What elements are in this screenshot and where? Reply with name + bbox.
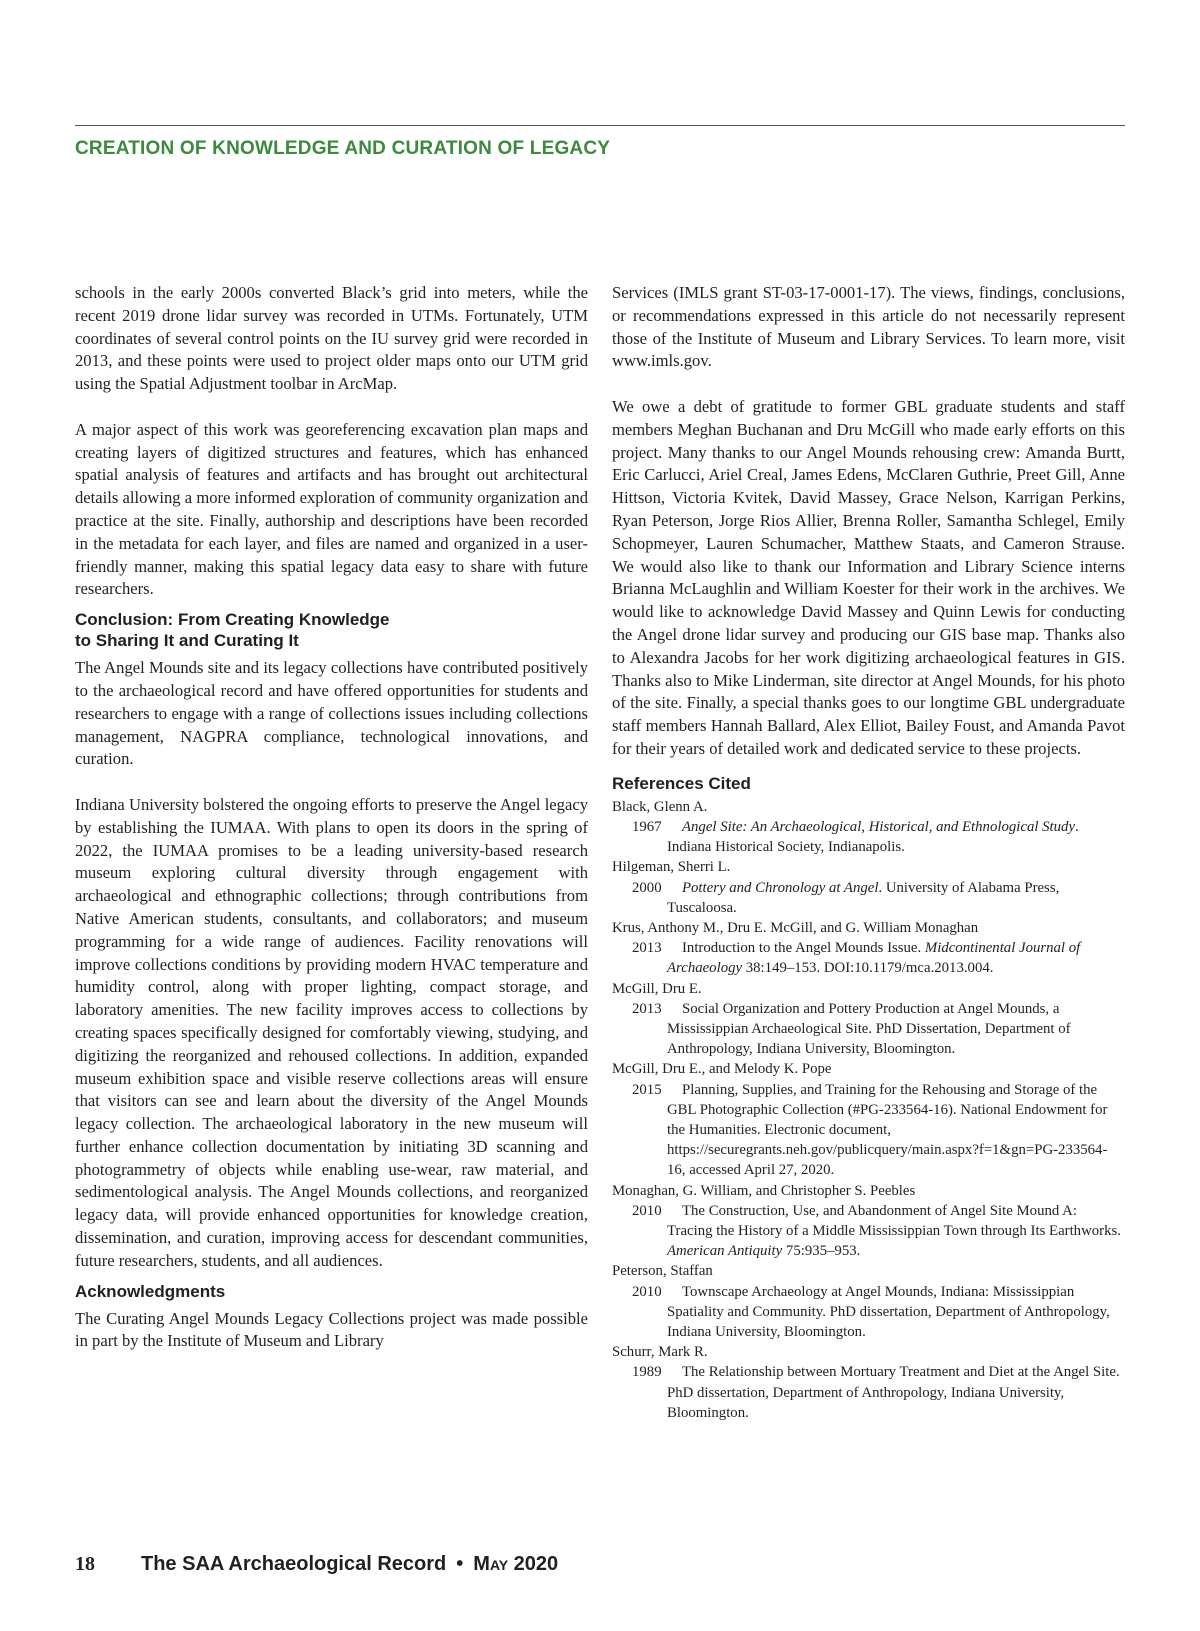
references-heading: References Cited [612,773,751,793]
paragraph: schools in the early 2000s converted Black’s grid into meters, while the recent 2019 drone lidar survey was recorded in UTMs. Fortunately, UTM coordinates of several control points on the IU survey grid were recorded in 2013, and these points were used to project older maps onto our UTM grid using the Spatial Adjustment toolbar in ArcMap. [75,283,588,394]
reference-title: Pottery and Chronology at Angel [682,879,879,896]
reference-entry [632,1282,1125,1343]
reference-entry [632,878,1125,918]
reference-publisher: . Indiana Historical Society, Indianapolis. [667,818,1079,856]
reference-title: Midcontinental Journal of Archaeology [667,940,1081,977]
reference-year: 2010 [632,1283,662,1300]
reference-text: Social Organization and Pottery Production at Angel Mounds, a Mississippian Archaeological Site. PhD Dissertation, Department of Anthropology, Indiana University, Bloomington. [667,1000,1071,1058]
header-rule [75,125,1125,126]
reference-year: 2000 [632,879,662,896]
reference-author: Black, Glenn A. [612,798,708,815]
issue-date: May 2020 [473,1553,559,1575]
reference-entry [632,1362,1125,1423]
reference-author: Peterson, Staffan [612,1263,713,1280]
reference-entry [632,1201,1125,1262]
paragraph: A major aspect of this work was georeferencing excavation plan maps and creating layers of digitized structures and features, which has enhanced spatial analysis of features and artifacts and has brought out architectural details allowing a more informed exploration of community organization and practice at the site. Finally, authorship and descriptions have been recorded in the metadata for each layer, and files are named and organized in a user-friendly manner, making this spatial legacy data easy to share with future researchers. [75,419,588,599]
conclusion-heading-line: Conclusion: From Creating Knowledge [75,610,390,630]
page-number: 18 [75,1553,95,1575]
right-column [612,282,1125,1423]
conclusion-heading-line: to Sharing It and Curating It [75,631,299,651]
reference-year: 2013 [632,1000,662,1017]
reference-publisher: . University of Alabama Press, Tuscaloosa. [667,879,1060,916]
paragraph: We owe a debt of gratitude to former GBL graduate students and staff members Meghan Buchanan and Dru McGill who made early efforts on this project. Many thanks to our Angel Mounds rehousing crew: Amanda Burtt, Eric Carlucci, Ariel Creal, James Edens, McClaren Guthrie, Preet Gill, Anne Hittson, Victoria Kvitek, David Massey, Grace Nelson, Karrigan Perkins, Ryan Peterson, Jorge Rios Allier, Brenna Roller, Samantha Schlegel, Emily Schopmeyer, Lauren Schumacher, Matthew Staats, and Cameron Strause. We would also like to thank our Information and Library Science interns Brianna McLaughlin and William Koester for their work in the archives. We would like to acknowledge David Massey and Quinn Lewis for conducting the Angel drone lidar survey and producing our GIS base map. Thanks also to Alexandra Jacobs for her work digitizing archaeological features in GIS. Thanks also to Mike Linderman, site director at Angel Mounds, for his photo of the site. Finally, a special thanks goes to our longtime GBL undergraduate staff members Hannah Ballard, Alex Elliot, Bailey Foust, and Amanda Pavot for their years of detailed work and dedicated service to these projects. [612,396,1125,758]
reference-author: Krus, Anthony M., Dru E. McGill, and G. William Monaghan [612,919,979,936]
reference-year: 1989 [632,1364,662,1381]
reference-text: The Construction, Use, and Abandonment of Angel Site Mound A: Tracing the History of a Middle Mississippian Town through Its Earthworks. [667,1202,1121,1239]
reference-publisher: 75:935–953. [782,1243,861,1260]
footer-bullet: • [456,1553,464,1575]
paragraph: Services (IMLS grant ST-03-17-0001-17). The views, findings, conclusions, or recommendations expressed in this article do not necessarily represent those of the Institute of Museum and Library Services. To learn more, visit www.imls.gov. [612,283,1125,371]
reference-publisher: 38:149–153. DOI:10.1179/mca.2013.004. [742,960,994,977]
reference-title: Angel Site: An Archaeological, Historical, and Ethnological Study [682,818,1076,835]
reference-year: 2010 [632,1202,662,1219]
reference-text: Townscape Archaeology at Angel Mounds, Indiana: Mississippian Spatiality and Community. PhD dissertation, Department of Anthropology, Indiana University, Bloomington. [667,1283,1110,1341]
reference-text: The Relationship between Mortuary Treatment and Diet at the Angel Site. PhD dissertation, Department of Anthropology, Indiana University, Bloomington. [667,1364,1120,1421]
reference-entry [632,938,1125,978]
reference-author: McGill, Dru E., and Melody K. Pope [612,1061,832,1078]
reference-year: 2013 [632,940,662,957]
reference-author: Hilgeman, Sherri L. [612,859,731,876]
paragraph: The Angel Mounds site and its legacy collections have contributed positively to the archaeological record and have offered opportunities for students and researchers to engage with a range of collections issues including collections management, NAGPRA compliance, technological innovations, and curation. [75,658,588,769]
reference-entry [632,999,1125,1060]
left-column [75,282,588,1353]
reference-author: McGill, Dru E. [612,980,702,997]
reference-year: 2015 [632,1081,662,1098]
references-section [612,773,1125,1423]
publication-title: The SAA Archaeological Record [141,1553,447,1575]
reference-year: 1967 [632,818,662,835]
section-title: CREATION OF KNOWLEDGE AND CURATION OF LEGACY [75,138,611,159]
reference-author: Schurr, Mark R. [612,1344,708,1361]
reference-title: American Antiquity [667,1243,783,1260]
reference-author: Monaghan, G. William, and Christopher S. Peebles [612,1182,916,1199]
page-footer [75,1553,558,1576]
paragraph: The Curating Angel Mounds Legacy Collections project was made possible in part by the Institute of Museum and Library [75,1308,588,1351]
acknowledgments-heading: Acknowledgments [75,1281,226,1301]
reference-text: Planning, Supplies, and Training for the Rehousing and Storage of the GBL Photographic Collection (#PG-233564-16). National Endowment for the Humanities. Electronic document, https://securegrants.neh.gov/publicquery/main.aspx?f=1&gn=PG-233564-16, accessed April 27, 2020. [667,1081,1108,1179]
reference-entry [632,817,1125,857]
reference-list [612,797,1125,1423]
paragraph: Indiana University bolstered the ongoing efforts to preserve the Angel legacy by establishing the IUMAA. With plans to open its doors in the spring of 2022, the IUMAA promises to be a leading university-based research museum exploring cultural diversity through engagement with archaeological and ethnographic collections; through contributions from Native American students, consultants, and collaborators; and museum programming for a wide range of audiences. Facility renovations will improve collections conditions by providing modern HVAC temperature and humidity control, along with proper lighting, compact storage, and laboratory amenities. The new facility improves access to collections by creating spaces specifically designed for comfortably viewing, studying, and digitizing the reorganized and rehoused collections. In addition, expanded museum exhibition space and visible reserve collections areas will ensure that visitors can see and learn about the diversity of the Angel Mounds legacy collection. The archaeological laboratory in the new museum will further enhance collection documentation by initiating 3D scanning and photogrammetry of objects while enabling use-wear, raw material, and sedimentological analysis. The Angel Mounds collections, and reorganized legacy data, will provide enhanced opportunities for knowledge creation, dissemination, and curation, improving access for descendant communities, future researchers, students, and all audiences. [75,794,588,1270]
reference-entry [632,1080,1125,1181]
conclusion-heading [75,609,588,651]
reference-text: Introduction to the Angel Mounds Issue. [682,940,925,957]
